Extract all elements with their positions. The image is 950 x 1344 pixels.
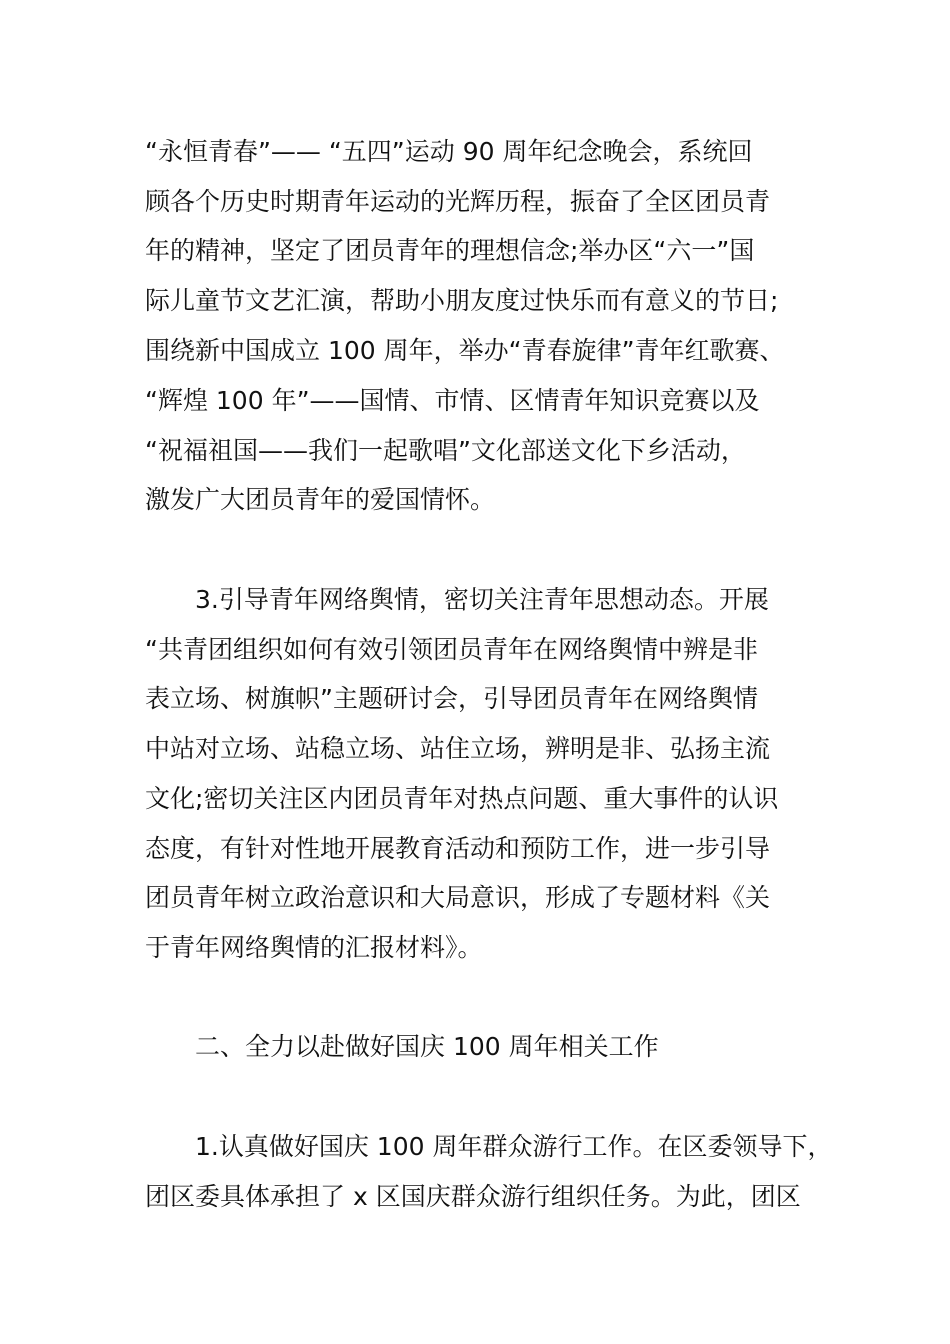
paragraph-line: 态度，有针对性地开展教育活动和预防工作，进一步引导 <box>145 834 771 863</box>
paragraph-line: 团区委具体承担了 x 区国庆群众游行组织任务。为此，团区 <box>145 1182 801 1211</box>
paragraph-line: 3.引导青年网络舆情，密切关注青年思想动态。开展 <box>195 585 769 614</box>
paragraph-line: “永恒青春”—— “五四”运动 90 周年纪念晚会，系统回 <box>145 137 753 166</box>
paragraph-line: 顾各个历史时期青年运动的光辉历程，振奋了全区团员青 <box>145 187 771 216</box>
paragraph-line: 年的精神，坚定了团员青年的理想信念;举办区“六一”国 <box>145 236 755 265</box>
paragraph-line: 际儿童节文艺汇演，帮助小朋友度过快乐而有意义的节日; <box>145 286 779 315</box>
section-heading: 二、全力以赴做好国庆 100 周年相关工作 <box>195 1032 659 1061</box>
paragraph-line: “共青团组织如何有效引领团员青年在网络舆情中辨是非 <box>145 635 758 664</box>
paragraph-line: 1.认真做好国庆 100 周年群众游行工作。在区委领导下， <box>195 1132 833 1161</box>
paragraph-line: 表立场、树旗帜”主题研讨会，引导团员青年在网络舆情 <box>145 684 758 713</box>
paragraph-line: 团员青年树立政治意识和大局意识，形成了专题材料《关 <box>145 883 771 912</box>
paragraph-line: 于青年网络舆情的汇报材料》。 <box>145 933 483 962</box>
paragraph-line: “祝福祖国——我们一起歌唱”文化部送文化下乡活动， <box>145 436 746 465</box>
paragraph-line: 激发广大团员青年的爱国情怀。 <box>145 485 496 514</box>
paragraph-line: 中站对立场、站稳立场、站住立场，辨明是非、弘扬主流 <box>145 734 771 763</box>
paragraph-line: 围绕新中国成立 100 周年，举办“青春旋律”青年红歌赛、 <box>145 336 785 365</box>
paragraph-line: “辉煌 100 年”——国情、市情、区情青年知识竞赛以及 <box>145 386 760 415</box>
paragraph-line: 文化;密切关注区内团员青年对热点问题、重大事件的认识 <box>145 784 779 813</box>
